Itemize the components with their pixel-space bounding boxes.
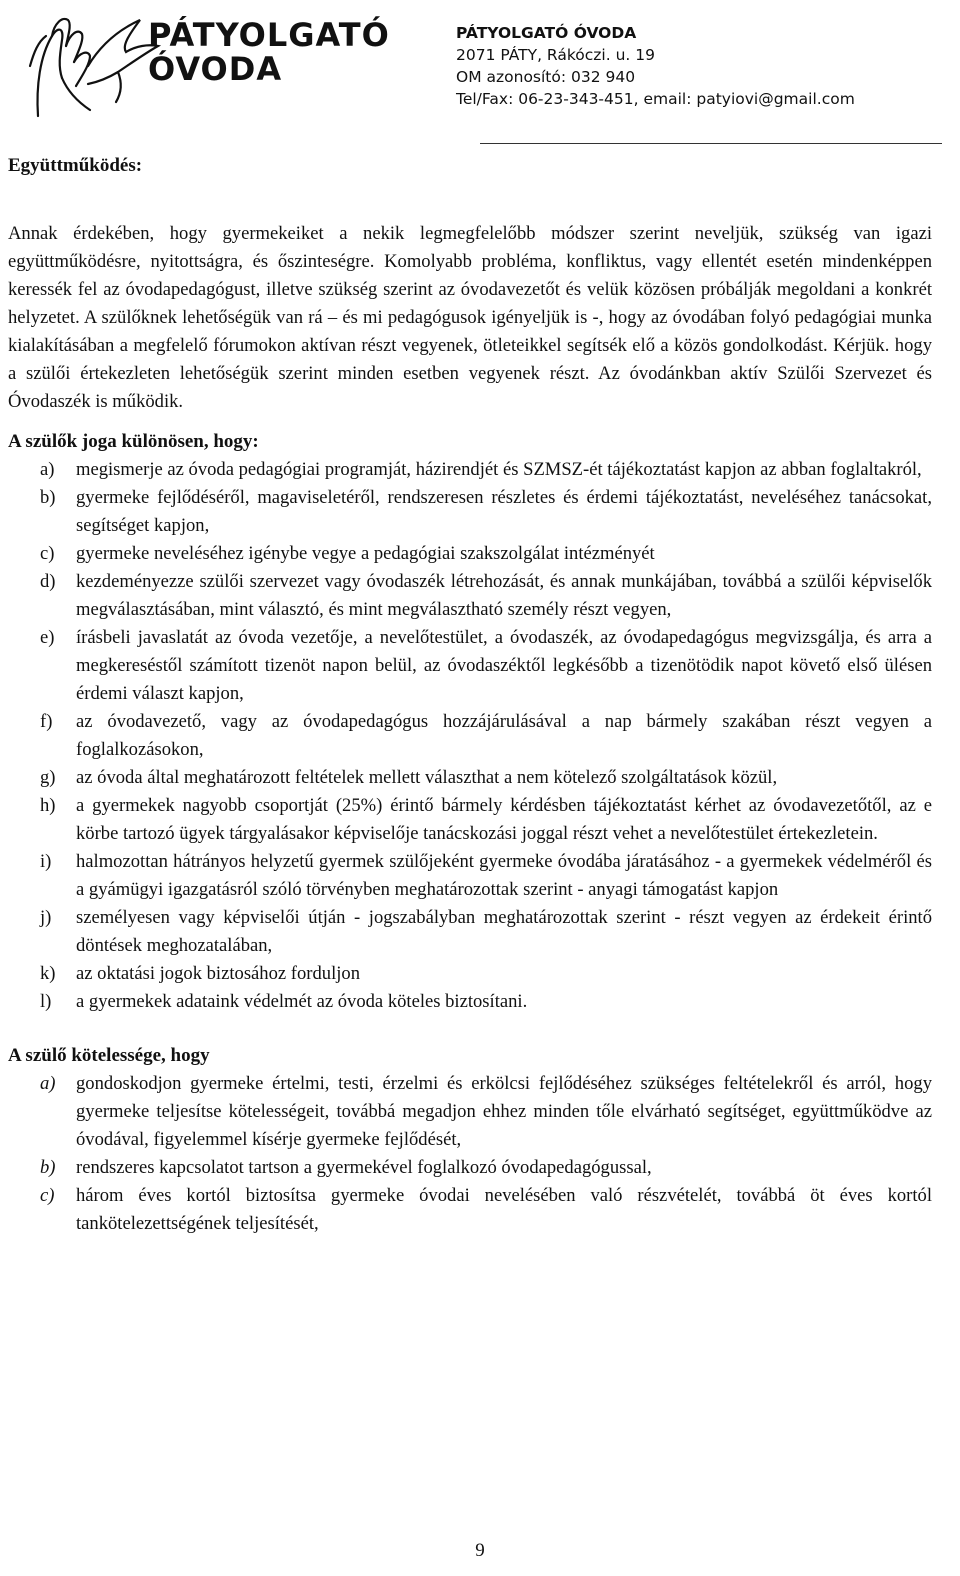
list-item-text: az óvoda által meghatározott feltételek mellett választhat a nem kötelező szolgáltatások közül, — [76, 767, 778, 788]
list-item-label: c) — [40, 543, 55, 564]
list-item-text: gyermeke fejlődéséről, magaviseletéről, rendszeresen részletes és érdemi tájékoztatást, neveléséhez tanácsokat, segítséget kapjon, — [76, 487, 932, 536]
list-item-label: c) — [40, 1185, 55, 1206]
list-item-label: k) — [40, 963, 56, 984]
page-number: 9 — [475, 1540, 485, 1561]
list-item-text: három éves kortól biztosítsa gyermeke óvodai nevelésében való részvételét, továbbá öt éves kortól tankötelezettségének teljesítését, — [76, 1185, 932, 1234]
list-item-text: rendszeres kapcsolatot tartson a gyermekével foglalkozó óvodapedagógussal, — [76, 1157, 652, 1178]
list-item-text: személyesen vagy képviselői útján - jogszabályban meghatározottak szerint - részt vegyen az érdekeit érintő döntések meghozatalában, — [76, 907, 932, 956]
list-item-label: b) — [40, 1157, 56, 1178]
list-item — [8, 1154, 932, 1182]
rights-heading: A szülők joga különösen, hogy: — [8, 431, 259, 452]
brand-logotype — [148, 18, 390, 86]
duties-list — [8, 1070, 932, 1238]
list-item-text: írásbeli javaslatát az óvoda vezetője, a nevelőtestület, a óvodaszék, az óvodapedagógus megvizsgálja, és arra a megkereséstől számított tizenöt napon belül, az óvodaszéktől legkésőbb a tizenötödik napot követő első ülésen érdemi választ kapjon, — [76, 627, 932, 704]
contact-block — [456, 22, 926, 110]
address: 2071 PÁTY, Rákóczi. u. 19 — [456, 46, 655, 64]
list-item — [8, 848, 932, 904]
rights-list — [8, 456, 932, 1016]
list-item-text: gondoskodjon gyermeke értelmi, testi, érzelmi és erkölcsi fejlődéséhez szükséges feltételekről és arról, hogy gyermeke teljesítse kötelességeit, továbbá megadjon ehhez minden tőle elvárható segítséget, együttműködve az óvodával, figyelemmel kísérje gyermeke fejlődését, — [76, 1073, 932, 1150]
letterhead — [0, 0, 960, 150]
document-body — [8, 150, 932, 1238]
brand-line-2: ÓVODA — [148, 50, 283, 88]
list-item-label: j) — [40, 907, 52, 928]
header-rule — [480, 143, 942, 144]
list-item-label: g) — [40, 767, 56, 788]
list-item — [8, 1182, 932, 1238]
list-item-label: a) — [40, 1073, 56, 1094]
list-item-label: e) — [40, 627, 55, 648]
list-item — [8, 988, 932, 1016]
list-item — [8, 960, 932, 988]
list-item — [8, 624, 932, 708]
list-item — [8, 904, 932, 960]
list-item-text: a gyermekek nagyobb csoportját (25%) érintő bármely kérdésben tájékoztatást kérhet az óvodavezetőtől, az e körbe tartozó ügyek tárgyalásakor képviselője tanácskozási joggal részt vehet a nevelőtestület értekezletein. — [76, 795, 932, 844]
list-item — [8, 764, 932, 792]
list-item-label: h) — [40, 795, 56, 816]
list-item-label: a) — [40, 459, 55, 480]
school-name: PÁTYOLGATÓ ÓVODA — [456, 24, 637, 42]
list-item — [8, 708, 932, 764]
intro-paragraph: Annak érdekében, hogy gyermekeiket a nekik legmegfelelőbb módszer szerint neveljük, szükség van igazi együttműködésre, nyitottságra, és őszinteségre. Komolyabb probléma, konfliktus, vagy ellentét esetén mindenképpen keressék fel az óvodapedagógust, illetve szükség szerint az óvodavezetőt és velük közösen próbálják megoldani a konkrét helyzetet. A szülőknek lehetőségük van rá – és mi pedagógusok igényeljük is -, hogy az óvodában folyó pedagógiai munka kialakításában a megfelelő fórumokon aktívan részt vegyenek, ötleteikkel segítsék elő a közös gondolkodást. Kérjük. hogy a szülői értekezleten lehetőségük szerint minden esetben vegyenek részt. Az óvodánkban aktív Szülői Szervezet és Óvodaszék is működik. — [8, 223, 932, 412]
list-item-label: f) — [40, 711, 53, 732]
list-item-text: az oktatási jogok biztosához forduljon — [76, 963, 360, 984]
list-item — [8, 484, 932, 540]
list-item-text: halmozottan hátrányos helyzetű gyermek szülőjeként gyermeke óvodába járatásához - a gyermekek védelméről és a gyámügyi igazgatásról szóló törvényben meghatározottak szerint - anyagi támogatást kapjon — [76, 851, 932, 900]
list-item — [8, 1070, 932, 1154]
list-item — [8, 568, 932, 624]
list-item-text: megismerje az óvoda pedagógiai programját, házirendjét és SZMSZ-ét tájékoztatást kapjon az abban foglaltakról, — [76, 459, 922, 480]
list-item-text: az óvodavezető, vagy az óvodapedagógus hozzájárulásával a nap bármely szakában részt vegyen a foglalkozásokon, — [76, 711, 932, 760]
list-item-label: b) — [40, 487, 56, 508]
contact-line: Tel/Fax: 06-23-343-451, email: patyiovi@gmail.com — [456, 90, 855, 108]
list-item — [8, 456, 932, 484]
list-item-label: i) — [40, 851, 52, 872]
list-item — [8, 792, 932, 848]
duties-heading: A szülő kötelessége, hogy — [8, 1045, 210, 1066]
section-title: Együttműködés: — [8, 155, 143, 176]
list-item-label: l) — [40, 991, 52, 1012]
list-item-text: kezdeményezze szülői szervezet vagy óvodaszék létrehozását, és annak munkájában, továbbá a szülői képviselők megválasztásában, mint választó, és mint megválasztható személy részt vegyen, — [76, 571, 932, 620]
brand-line-1: PÁTYOLGATÓ — [148, 16, 390, 54]
om-id: OM azonosító: 032 940 — [456, 68, 636, 86]
list-item-label: d) — [40, 571, 56, 592]
list-item-text: a gyermekek adataink védelmét az óvoda köteles biztosítani. — [76, 991, 528, 1012]
list-item — [8, 540, 932, 568]
list-item-text: gyermeke neveléséhez igénybe vegye a pedagógiai szakszolgálat intézményét — [76, 543, 655, 564]
